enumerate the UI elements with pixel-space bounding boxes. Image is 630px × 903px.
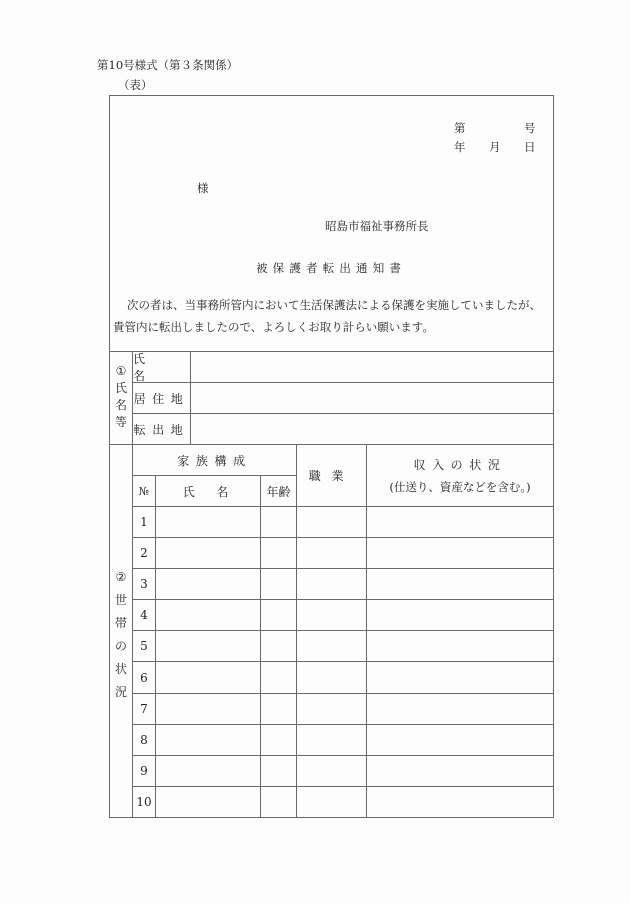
destination-field[interactable] xyxy=(191,414,553,444)
col-no: № xyxy=(138,484,150,498)
row-no: 9 xyxy=(140,764,148,778)
date-day: 日 xyxy=(524,140,536,154)
date-month: 月 xyxy=(489,140,501,154)
row-no: 8 xyxy=(140,733,148,747)
row-no: 2 xyxy=(140,546,148,560)
col-occupation: 職業 xyxy=(308,469,355,483)
row-no: 5 xyxy=(140,639,148,653)
body-line-1: 次の者は、当事務所管内において生活保護法による保護を実施していましたが、 xyxy=(127,298,541,312)
label-residence: 居住地 xyxy=(133,391,190,406)
row-no: 4 xyxy=(140,608,148,622)
addressee-suffix: 様 xyxy=(197,181,209,195)
document-title: 被保護者転出通知書 xyxy=(256,261,407,275)
section1-label: ① 氏 名 等 xyxy=(114,364,127,429)
side-label: （表） xyxy=(118,78,153,92)
label-name: 氏 名 xyxy=(133,352,180,383)
date-year: 年 xyxy=(454,140,466,154)
row-no: 3 xyxy=(140,577,148,591)
row-no: 7 xyxy=(140,702,148,716)
name-field[interactable] xyxy=(191,352,553,382)
number-suffix: 号 xyxy=(524,121,536,135)
col-name: 氏 名 xyxy=(182,484,234,499)
label-move-destination: 転出地 xyxy=(133,422,190,437)
section2-label: ② 世 帯 の 状 況 xyxy=(114,570,127,699)
sender: 昭島市福祉事務所長 xyxy=(325,219,429,233)
form-number: 第10号様式（第３条関係） xyxy=(97,58,239,72)
family-header: 家族構成 xyxy=(177,453,252,468)
col-income: 収入の状況 (仕送り、資産などを含む。) xyxy=(389,457,531,494)
residence-field[interactable] xyxy=(191,383,553,413)
number-prefix: 第 xyxy=(454,121,466,135)
row-no: 10 xyxy=(136,795,152,809)
body-line-2: 貴管内に転出しましたので、よろしくお取り計らい願います。 xyxy=(113,320,434,334)
row-no: 6 xyxy=(140,670,148,685)
col-age: 年齢 xyxy=(266,484,291,499)
row-no: 1 xyxy=(140,515,148,529)
